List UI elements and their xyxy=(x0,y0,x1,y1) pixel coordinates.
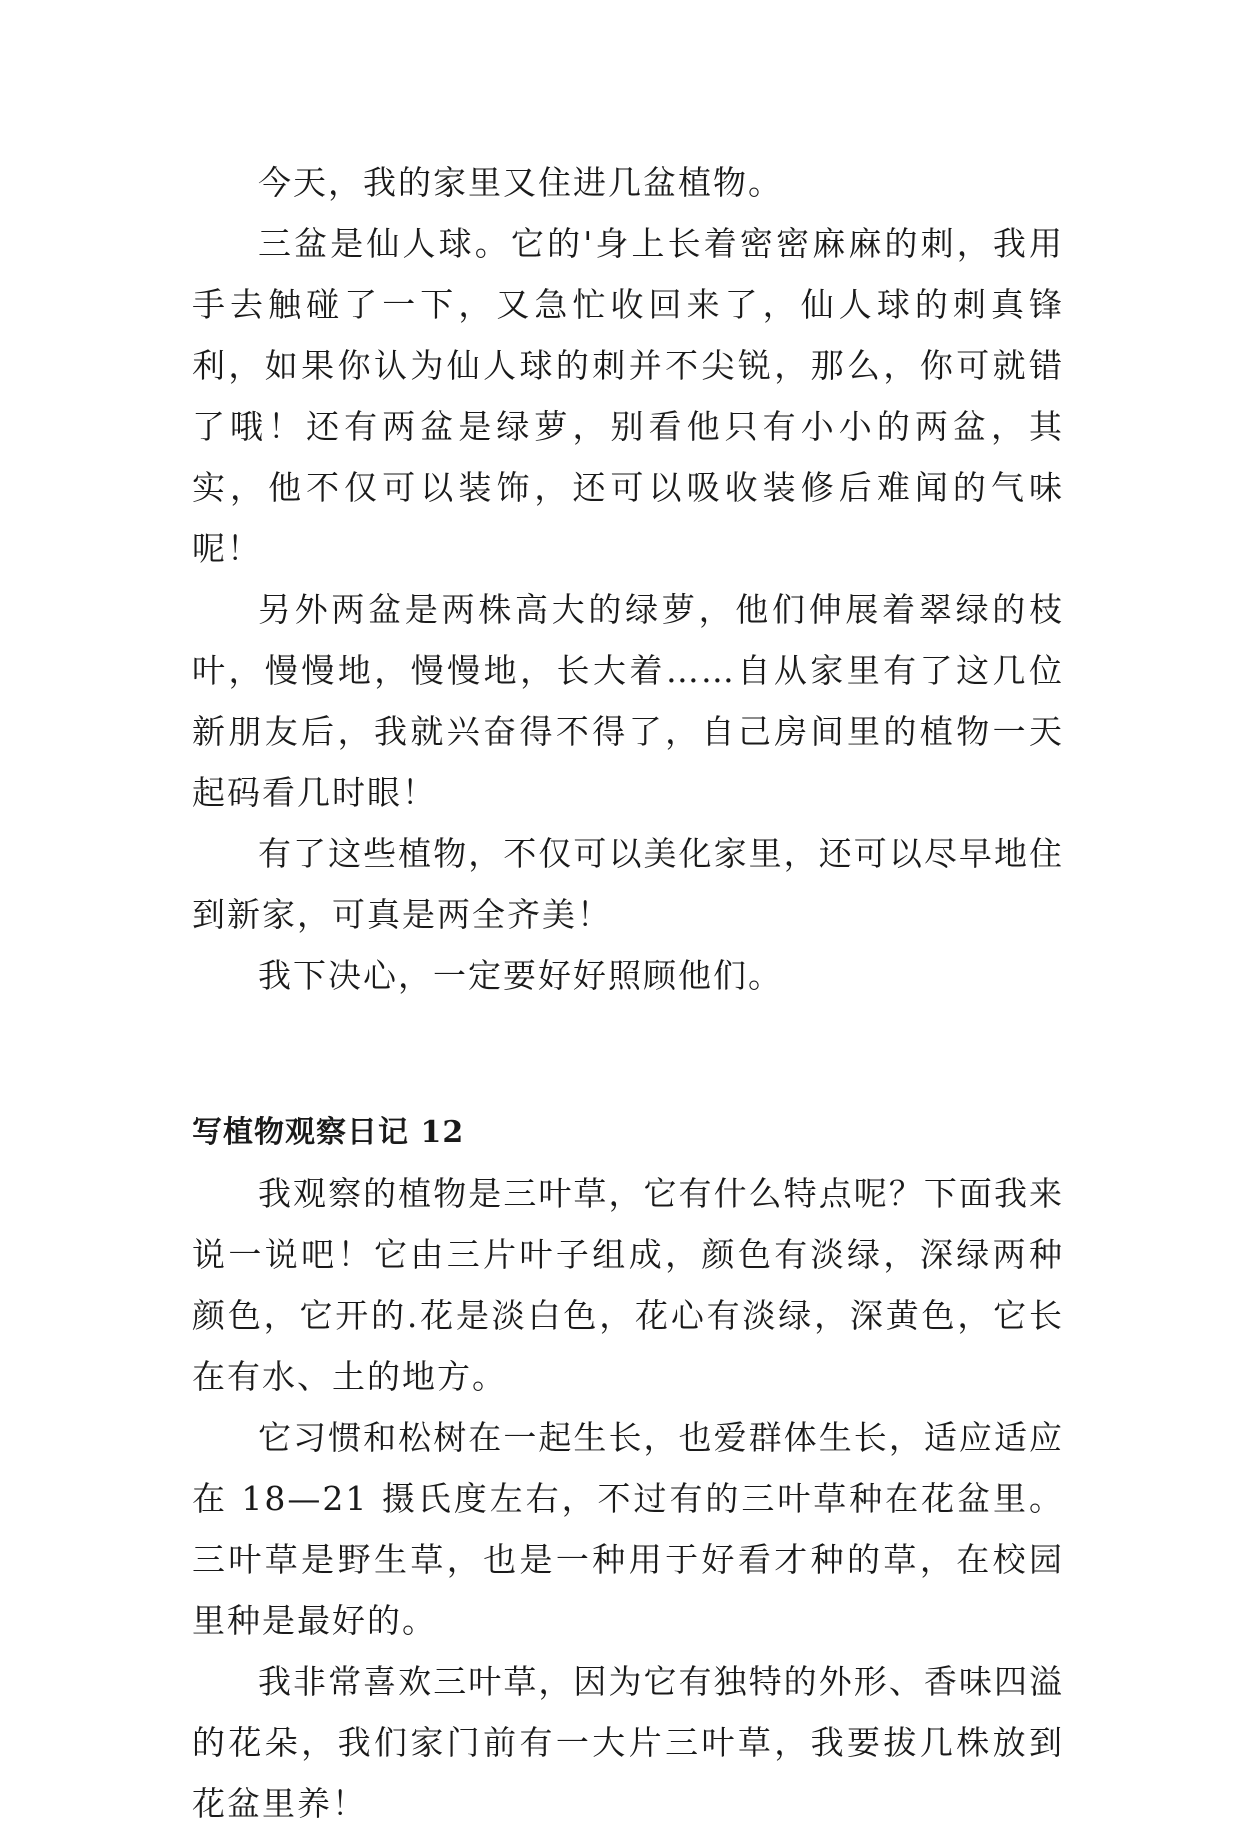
section-title: 写植物观察日记 12 xyxy=(192,1115,465,1150)
paragraph: 三盆是仙人球。它的'身上长着密密麻麻的刺，我用手去触碰了一下，又急忙收回来了，仙人球的刺真锋利，如果你认为仙人球的刺并不尖锐，那么，你可就错了哦！还有两盆是绿萝，别看他只有小小的两盆，其实，他不仅可以装饰，还可以吸收装修后难闻的气味呢！ xyxy=(192,224,1064,568)
paragraph: 另外两盆是两株高大的绿萝，他们伸展着翠绿的枝叶，慢慢地，慢慢地，长大着……自从家里有了这几位新朋友后，我就兴奋得不得了，自己房间里的植物一天起码看几时眼！ xyxy=(192,590,1064,812)
section-gap xyxy=(192,1006,1064,1102)
paragraph: 我观察的植物是三叶草，它有什么特点呢？下面我来说一说吧！它由三片叶子组成，颜色有淡绿，深绿两种颜色，它开的.花是淡白色，花心有淡绿，深黄色，它长在有水、土的地方。 xyxy=(192,1174,1064,1396)
paragraph: 我下决心，一定要好好照顾他们。 xyxy=(258,956,783,995)
section-plants-at-home xyxy=(192,152,1064,1006)
paragraph: 今天，我的家里又住进几盆植物。 xyxy=(258,163,783,202)
document-page xyxy=(192,152,1064,1834)
section-clover-diary xyxy=(192,1102,1064,1834)
paragraph: 有了这些植物，不仅可以美化家里，还可以尽早地住到新家，可真是两全齐美！ xyxy=(192,834,1064,934)
paragraph: 我非常喜欢三叶草，因为它有独特的外形、香味四溢的花朵，我们家门前有一大片三叶草，我要拔几株放到花盆里养！ xyxy=(192,1662,1064,1823)
paragraph: 它习惯和松树在一起生长，也爱群体生长，适应适应在 18—21 摄氏度左右，不过有的三叶草种在花盆里。三叶草是野生草，也是一种用于好看才种的草，在校园里种是最好的。 xyxy=(192,1418,1064,1640)
